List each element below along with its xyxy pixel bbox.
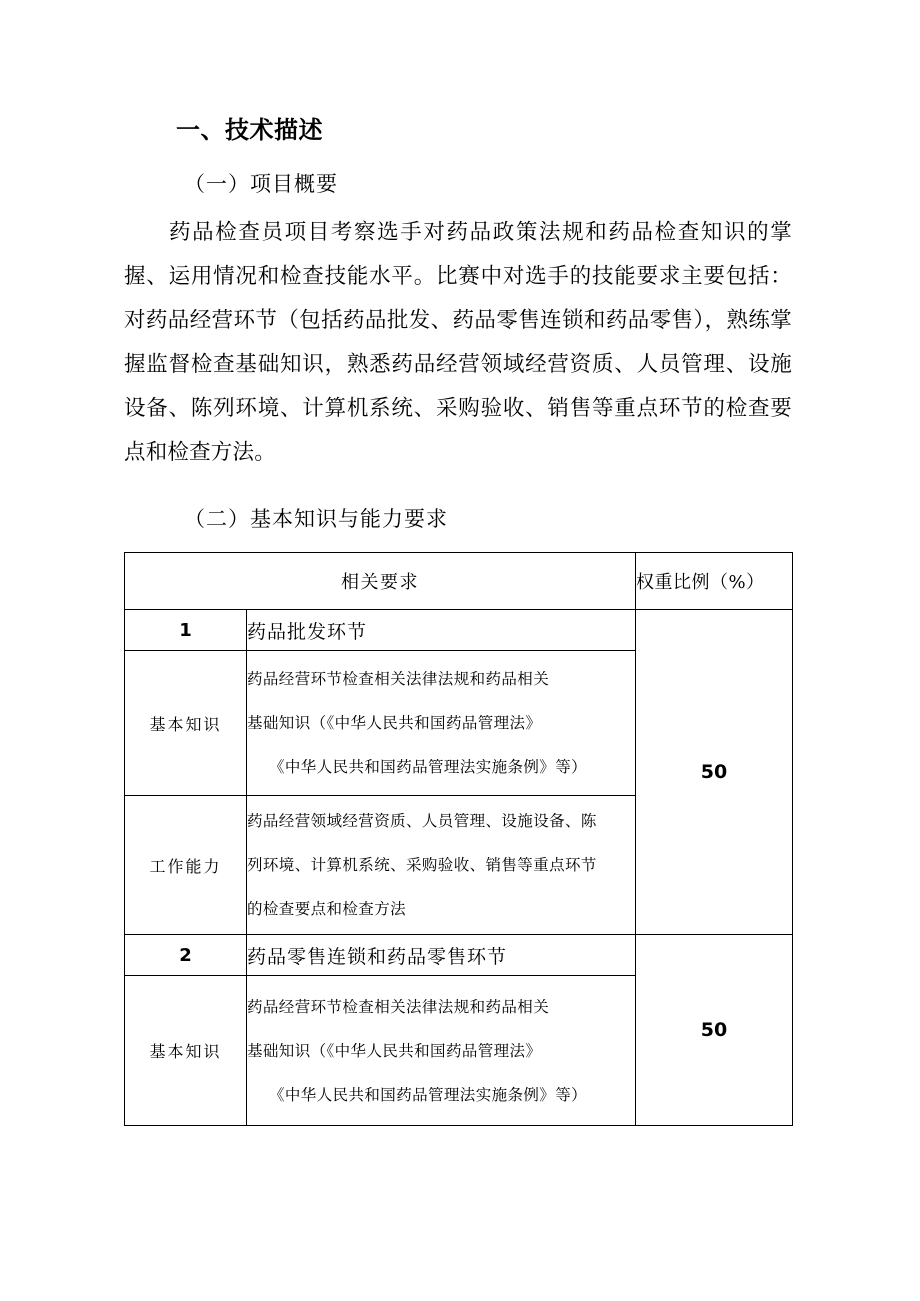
- row-title: 药品零售连锁和药品零售环节: [247, 935, 636, 976]
- row-title: 药品批发环节: [247, 610, 636, 651]
- item-body-line: 《中华人民共和国药品管理法实施条例》等）: [269, 758, 588, 776]
- header-weight: 权重比例（%）: [636, 553, 793, 610]
- item-body-line: 基础知识（《中华人民共和国药品管理法》: [247, 714, 542, 732]
- overview-paragraph: 药品检查员项目考察选手对药品政策法规和药品检查知识的掌握、运用情况和检查技能水平。比赛中对选手的技能要求主要包括：对药品经营环节（包括药品批发、药品零售连锁和药品零售），熟练掌握监督检查基础知识，熟悉药品经营领域经营资质、人员管理、设施设备、陈列环境、计算机系统、采购验收、销售等重点环节的检查要点和检查方法。: [124, 220, 792, 465]
- item-label: 工作能力: [125, 796, 247, 935]
- item-body: [247, 796, 636, 935]
- subsection-2-heading: （二）基本知识与能力要求: [184, 507, 448, 531]
- item-body: [247, 651, 636, 796]
- requirements-table-wrapper: [124, 530, 792, 1126]
- header-requirements: 相关要求: [125, 553, 636, 610]
- item-body-line: 基础知识（《中华人民共和国药品管理法》: [247, 1041, 542, 1060]
- section-heading: 一、技术描述: [176, 116, 323, 144]
- item-body-line: 药品经营环节检查相关法律法规和药品相关: [247, 670, 550, 688]
- item-body-line: 药品经营环节检查相关法律法规和药品相关: [247, 997, 550, 1016]
- item-body-line: 列环境、计算机系统、采购验收、销售等重点环节: [247, 856, 597, 874]
- table-row: [125, 610, 793, 651]
- table-header-row: [125, 553, 793, 610]
- row-weight: 50: [636, 610, 793, 935]
- item-label: 基本知识: [125, 651, 247, 796]
- row-index: 1: [125, 610, 247, 651]
- item-body-line: 的检查要点和检查方法: [247, 900, 407, 918]
- item-body-line: 药品经营领域经营资质、人员管理、设施设备、陈: [247, 812, 597, 830]
- item-label: 基本知识: [125, 976, 247, 1126]
- item-body-line: 《中华人民共和国药品管理法实施条例》等）: [269, 1085, 588, 1104]
- table-row: [125, 935, 793, 976]
- row-weight: 50: [636, 935, 793, 1126]
- requirements-table: [124, 552, 793, 1126]
- subsection-1-heading: （一）项目概要: [184, 172, 338, 196]
- row-index: 2: [125, 935, 247, 976]
- item-body: [247, 976, 636, 1126]
- page-content: [124, 0, 792, 1126]
